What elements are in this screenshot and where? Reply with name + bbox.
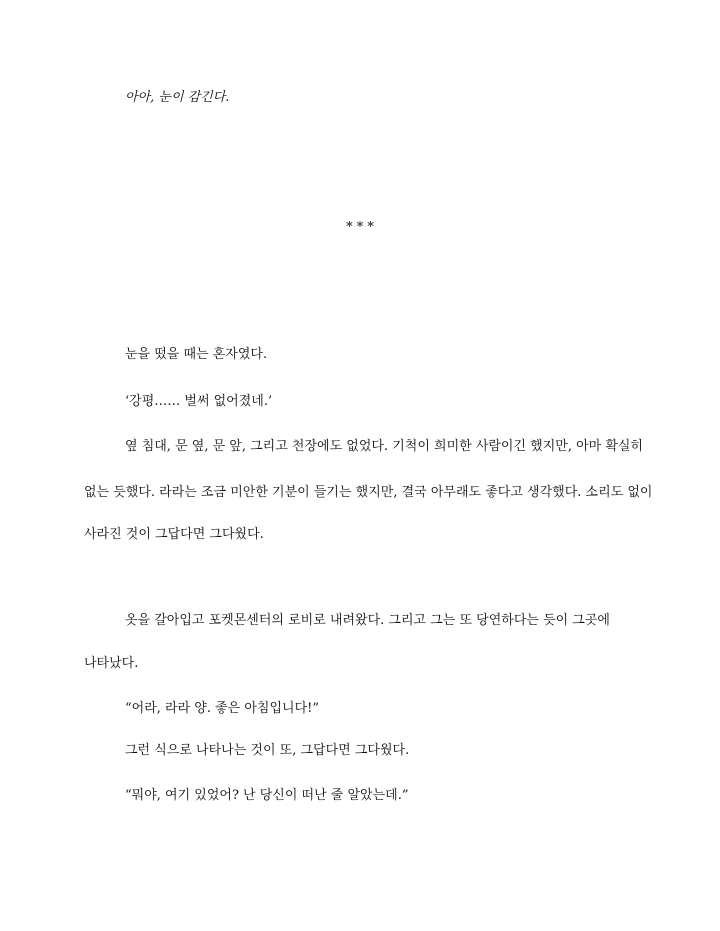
text-line-narration: 그런 식으로 나타나는 것이 또, 그답다면 그다웠다. xyxy=(125,743,410,758)
text-line-paragraph1-a: 옆 침대, 문 옆, 문 앞, 그리고 천장에도 없었다. 기척이 희미한 사람이긴 했지만, 아마 확실히 xyxy=(125,439,644,454)
text-line-paragraph1-c: 사라진 것이 그답다면 그다웠다. xyxy=(84,527,264,542)
text-line-thought: ‘강평…… 벌써 없어졌네.’ xyxy=(125,394,273,409)
scene-break: * * * xyxy=(346,220,374,235)
text-line-eyes-closing: 아아, 눈이 감긴다. xyxy=(125,90,230,105)
text-line-paragraph2-a: 옷을 갈아입고 포켓몬센터의 로비로 내려왔다. 그리고 그는 또 당연하다는 듯이 그곳에 xyxy=(125,613,610,628)
text-line-woke-alone: 눈을 떴을 때는 혼자였다. xyxy=(125,347,268,362)
text-line-paragraph1-b: 없는 듯했다. 라라는 조금 미안한 기분이 들기는 했지만, 결국 아무래도 좋다고 생각했다. 소리도 없이 xyxy=(84,485,653,500)
text-line-paragraph2-b: 나타났다. xyxy=(84,656,139,671)
text-line-dialogue-reply: “뭐야, 여기 있었어? 난 당신이 떠난 줄 알았는데.” xyxy=(125,788,409,803)
text-line-dialogue-greeting: “어라, 라라 양. 좋은 아침입니다!” xyxy=(125,701,320,716)
